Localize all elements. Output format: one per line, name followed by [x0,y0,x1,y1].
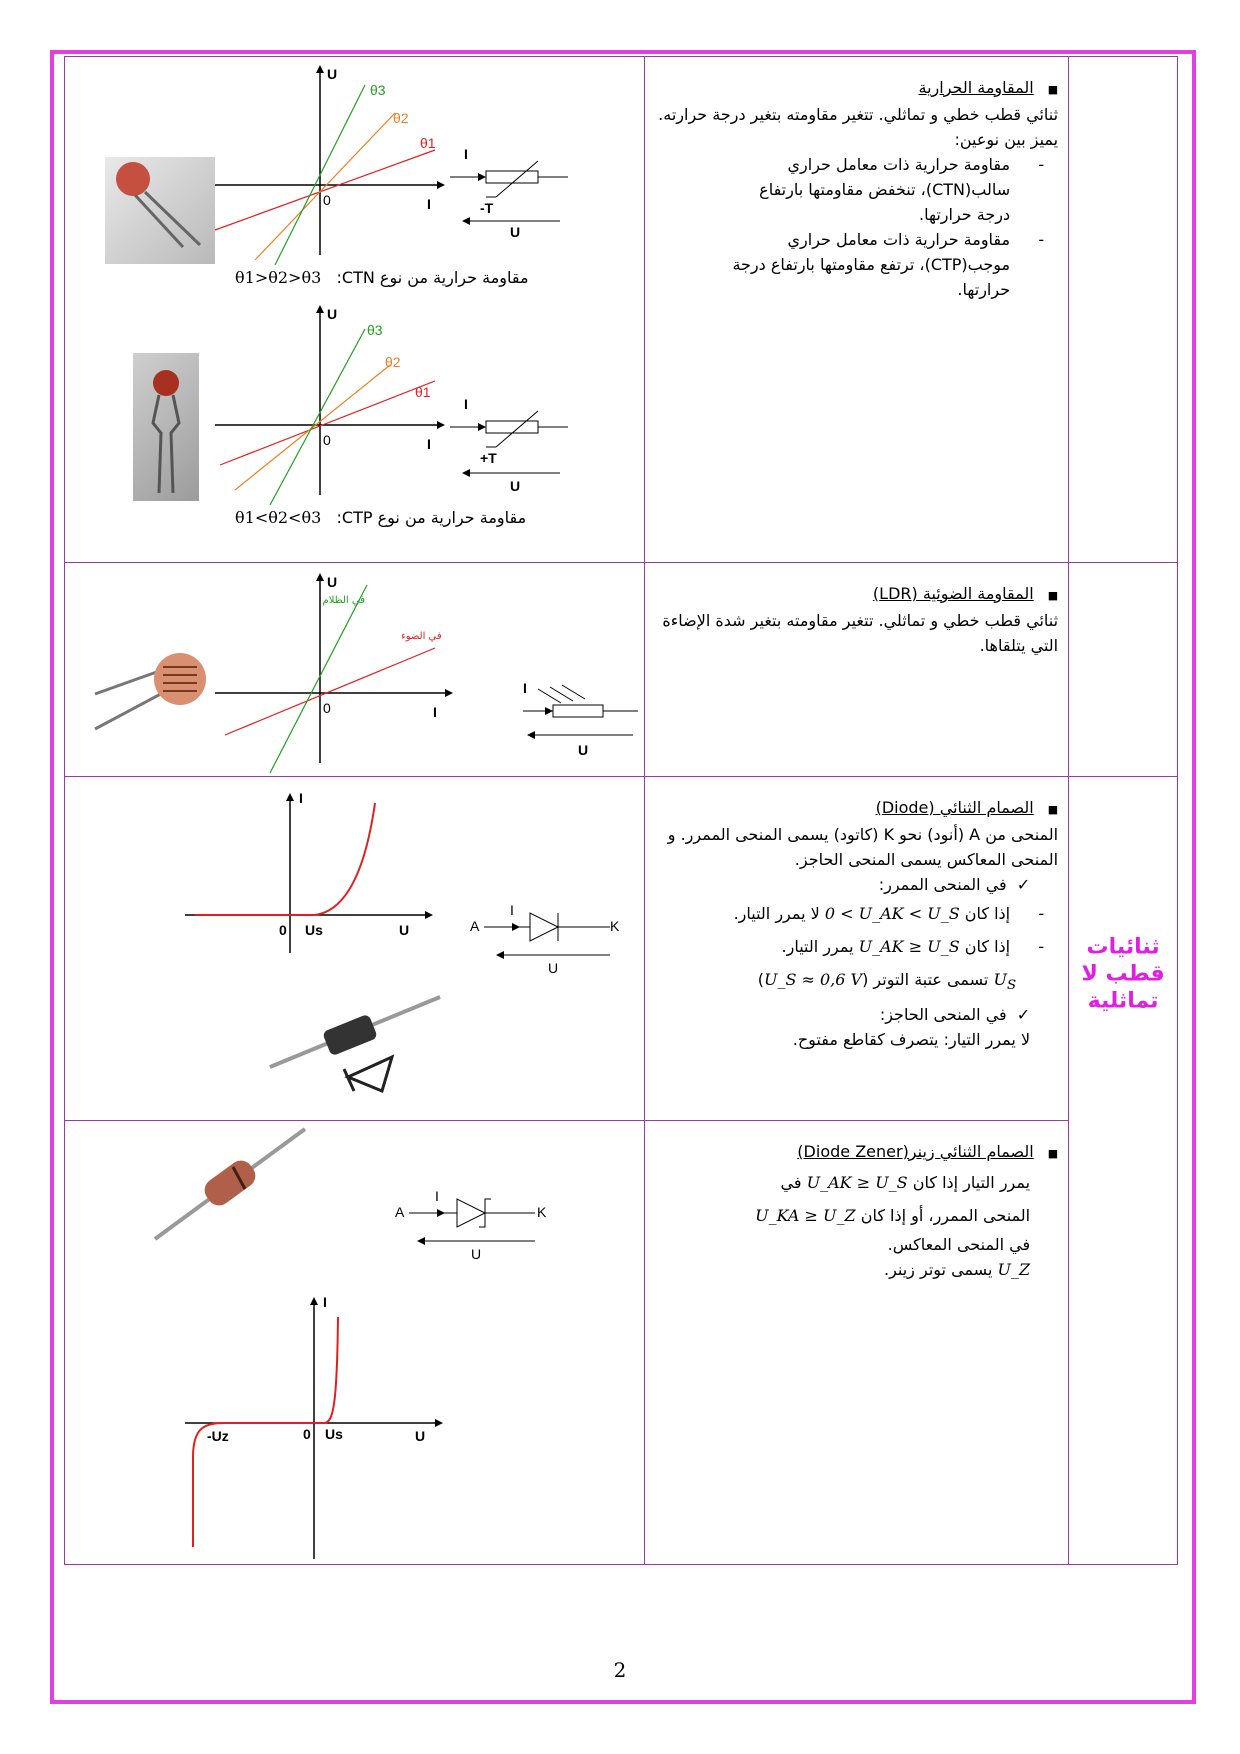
zener-title: الصمام الثنائي زينر(Diode Zener) [797,1142,1034,1161]
ctp-caption-order: θ1<θ2<θ3 [235,508,322,527]
ldr-heading: ■المقاومة الضوئية (LDR) [872,584,1059,603]
diode-reverse-heading-text: في المنحى الحاجز: [879,1005,1007,1025]
ctp-characteristic-graph [215,305,445,495]
diode-forward-item-1 [655,901,1058,926]
ctn-component-drawing [105,157,215,264]
ldr-dark-label: في الظلام [322,595,365,606]
diode-origin-label: 0 [279,922,287,938]
zener-heading: ■الصمام الثنائي زينر(Diode Zener) [797,1142,1059,1161]
diode-u-axis-label: U [399,922,410,938]
ctp-theta3-label: θ3 [367,322,383,338]
diode-reverse-heading: ✓في المنحى الحاجز: [879,1005,1031,1025]
row-diode [65,777,1178,1121]
ctp-caption [235,508,526,527]
diode-cond2-math: U_AK ≥ U_S [858,937,960,956]
diode-forward-heading-text: في المنحى الممرر: [878,875,1007,894]
row-thermistor [65,57,1178,563]
zener-a-label: A [395,1204,405,1220]
ldr-symbol-i-label: I [523,680,527,696]
diode-photo [270,987,440,1107]
list-item-ctn: - مقاومة حرارية ذات معامل حراري سالب(CTN)، تنخفض مقاومتها بارتفاع درجة حرارتها. [655,152,1058,227]
diode-us-label: Us [305,922,323,938]
zener-symbol [395,1188,555,1262]
diode-cond2-prefix: إذا كان [964,937,1011,956]
zener-line-4 [685,1257,1058,1282]
ctn-photo [105,157,215,264]
ctn-characteristic-graph [215,65,445,255]
diode-title: الصمام الثنائي (Diode) [875,798,1034,817]
diode-cond2-suffix: يمرر التيار. [781,937,854,956]
ctp-symbol [450,397,570,497]
ldr-characteristic-graph [215,573,455,763]
zener-line-1 [685,1170,1058,1195]
ctn-caption [235,268,529,287]
diode-forward-item-2 [655,934,1058,959]
ldr-photo [95,649,215,739]
diode-cond1-suffix: لا يمرر التيار. [733,904,820,923]
diode-figures [65,777,645,1121]
ldr-title: المقاومة الضوئية (LDR) [872,584,1034,603]
ldr-symbol-u-label: U [578,742,589,758]
zener-line1-prefix: يمرر التيار إذا كان [912,1173,1031,1192]
ldr-symbol [523,681,643,771]
ctp-u-axis-label: U [327,306,338,322]
ctp-theta2-label: θ2 [385,354,401,370]
diode-cond1-math: 0 < U_AK < U_S [824,904,960,923]
ctn-i-axis-label: I [427,196,431,212]
ctn-symbol-i-label: I [464,146,468,162]
diode-forward-heading: ✓في المنحى الممرر: [878,875,1031,894]
content-table [64,56,1178,1565]
zener-line-2 [685,1203,1058,1228]
thermistor-intro: يميز بين نوعين: [954,130,1059,149]
thermistor-title: المقاومة الحرارية [918,78,1034,97]
zener-symbol-u-label: U [471,1246,482,1262]
ldr-u-axis-label: U [327,574,338,590]
category-cell-top-2 [1069,563,1178,777]
ctn-theta1-label: θ1 [420,135,436,151]
zener-k-label: K [537,1204,547,1220]
category-cell-top [1069,57,1178,563]
category-cell-asymmetric [1069,777,1178,1565]
ldr-origin-label: 0 [323,700,331,716]
diode-description: المنحى من A (أنود) نحو K (كاتود) يسمى المنحى الممرر. و المنحى المعاكس يسمى المنحى الحاجز. [667,825,1059,869]
ldr-description: ثنائي قطب خطي و تماثلي. تتغير مقاومته بتغير شدة الإضاءة التي يتلقاها. [662,611,1059,655]
diode-component-drawing [270,987,440,1107]
ctp-i-axis-label: I [427,436,431,452]
zener-photo [155,1129,305,1244]
zener-line1-suffix: في [780,1173,802,1192]
ctn-minus-t-label: -T [480,200,494,216]
thermistor-heading: ■المقاومة الحرارية [918,78,1059,97]
ctp-component-drawing [133,353,199,501]
diode-i-axis-label: I [299,790,303,806]
ctp-plus-t-label: +T [480,450,497,466]
ctn-symbol [450,146,570,240]
ctp-theta1-label: θ1 [415,384,431,400]
zener-us-label: Us [325,1426,343,1442]
diode-symbol-i-label: I [510,902,514,918]
ctn-caption-order: θ1>θ2>θ3 [235,268,322,287]
ctp-caption-text: مقاومة حرارية من نوع CTP: [336,508,527,527]
ctp-photo [133,353,199,501]
zener-component-drawing [155,1129,305,1244]
thermistor-text [645,57,1069,563]
zener-characteristic-graph [185,1294,445,1559]
zener-line2-math: U_KA ≥ U_Z [755,1206,856,1225]
ctn-caption-text: مقاومة حرارية من نوع CTN: [336,268,529,287]
diode-heading: ■الصمام الثنائي (Diode) [875,798,1059,817]
ctn-symbol-u-label: U [510,224,521,240]
zener-i-axis-label: I [323,1294,327,1310]
thermistor-description: ثنائي قطب خطي و تماثلي. تتغير مقاومته بتغير درجة حرارته. [658,105,1059,124]
ldr-figures [65,563,645,777]
zener-line2-prefix: المنحى الممرر، أو إذا كان [860,1206,1031,1225]
ctn-u-axis-label: U [327,66,338,82]
zener-origin-label: 0 [303,1426,311,1442]
diode-threshold-math: U_S ≈ 0,6 V [763,970,863,989]
ctn-theta3-label: θ3 [370,82,386,98]
diode-cond1-prefix: إذا كان [964,904,1011,923]
row-ldr [65,563,1178,777]
row-zener [65,1121,1178,1565]
diode-characteristic-graph [185,790,435,953]
zener-u-axis-label: U [415,1428,426,1444]
zener-text [645,1121,1069,1565]
zener-line-3: في المنحى المعاكس. [887,1235,1031,1254]
diode-threshold: $U_S$ تسمى عتبة التوتر (U_S ≈ 0,6 V) [757,970,1017,994]
ctn-theta2-label: θ2 [393,110,409,126]
page-number: 2 [613,1658,627,1682]
zener-line4-math: U_Z [997,1260,1031,1279]
zener-uz-label: -Uz [207,1428,229,1444]
diode-reverse-text: لا يمرر التيار: يتصرف كقاطع مفتوح. [792,1030,1031,1050]
ldr-text [645,563,1069,777]
zener-symbol-i-label: I [435,1188,439,1204]
diode-forward-list [655,901,1058,959]
diode-text [645,777,1069,1121]
diode-symbol [470,902,620,976]
ctp-symbol-u-label: U [510,478,521,494]
ldr-i-axis-label: I [433,704,437,720]
ldr-component-drawing [95,649,215,739]
ctn-origin-label: 0 [323,192,331,208]
zener-line4-text: يسمى توتر زينر. [883,1260,993,1279]
ldr-light-label: في الضوء [401,631,442,642]
diode-k-label: K [610,918,620,934]
diode-threshold-text: تسمى عتبة التوتر [873,970,989,989]
thermistor-types-list [655,152,1058,302]
zener-line1-math: U_AK ≥ U_S [806,1173,908,1192]
thermistor-figures [65,57,645,563]
ctp-origin-label: 0 [323,432,331,448]
category-label: ثنائيات قطب لا تماثلية [1081,934,1165,1014]
ctp-symbol-i-label: I [464,396,468,412]
diode-symbol-u-label: U [548,960,559,976]
zener-figures [65,1121,645,1565]
list-item-ctp: - مقاومة حرارية ذات معامل حراري موجب(CTP)، ترتفع مقاومتها بارتفاع درجة حرارتها. [655,227,1058,302]
diode-a-label: A [470,918,480,934]
